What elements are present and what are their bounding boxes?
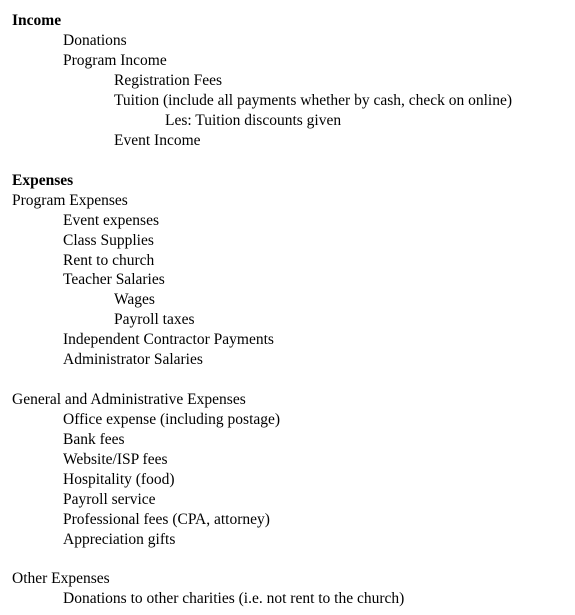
payroll-service-item: Payroll service xyxy=(63,491,156,508)
general-admin-heading: General and Administrative Expenses xyxy=(12,391,246,408)
professional-fees-item: Professional fees (CPA, attorney) xyxy=(63,511,270,528)
income-heading: Income xyxy=(12,12,62,29)
hospitality-item: Hospitality (food) xyxy=(63,471,175,488)
office-expense-item: Office expense (including postage) xyxy=(63,411,281,428)
wages-item: Wages xyxy=(114,291,155,308)
rent-to-church-item: Rent to church xyxy=(63,252,155,269)
tuition-item: Tuition (include all payments whether by cash, check on online) xyxy=(114,92,513,109)
event-expenses-item: Event expenses xyxy=(63,212,159,229)
registration-fees-item: Registration Fees xyxy=(114,72,223,89)
expenses-heading: Expenses xyxy=(12,172,74,189)
teacher-salaries-item: Teacher Salaries xyxy=(63,271,165,288)
bank-fees-item: Bank fees xyxy=(63,431,125,448)
appreciation-gifts-item: Appreciation gifts xyxy=(63,531,176,548)
other-expenses-heading: Other Expenses xyxy=(12,570,110,587)
payroll-taxes-item: Payroll taxes xyxy=(114,311,195,328)
independent-contractor-payments-item: Independent Contractor Payments xyxy=(63,331,274,348)
website-isp-fees-item: Website/ISP fees xyxy=(63,451,168,468)
donations-to-other-charities-item: Donations to other charities (i.e. not rent to the church) xyxy=(63,590,405,607)
event-income-item: Event Income xyxy=(114,132,201,149)
program-expenses-heading: Program Expenses xyxy=(12,192,128,209)
administrator-salaries-item: Administrator Salaries xyxy=(63,351,203,368)
tuition-discounts-item: Les: Tuition discounts given xyxy=(165,112,342,129)
class-supplies-item: Class Supplies xyxy=(63,232,154,249)
donations-item: Donations xyxy=(63,32,127,49)
program-income-item: Program Income xyxy=(63,52,167,69)
